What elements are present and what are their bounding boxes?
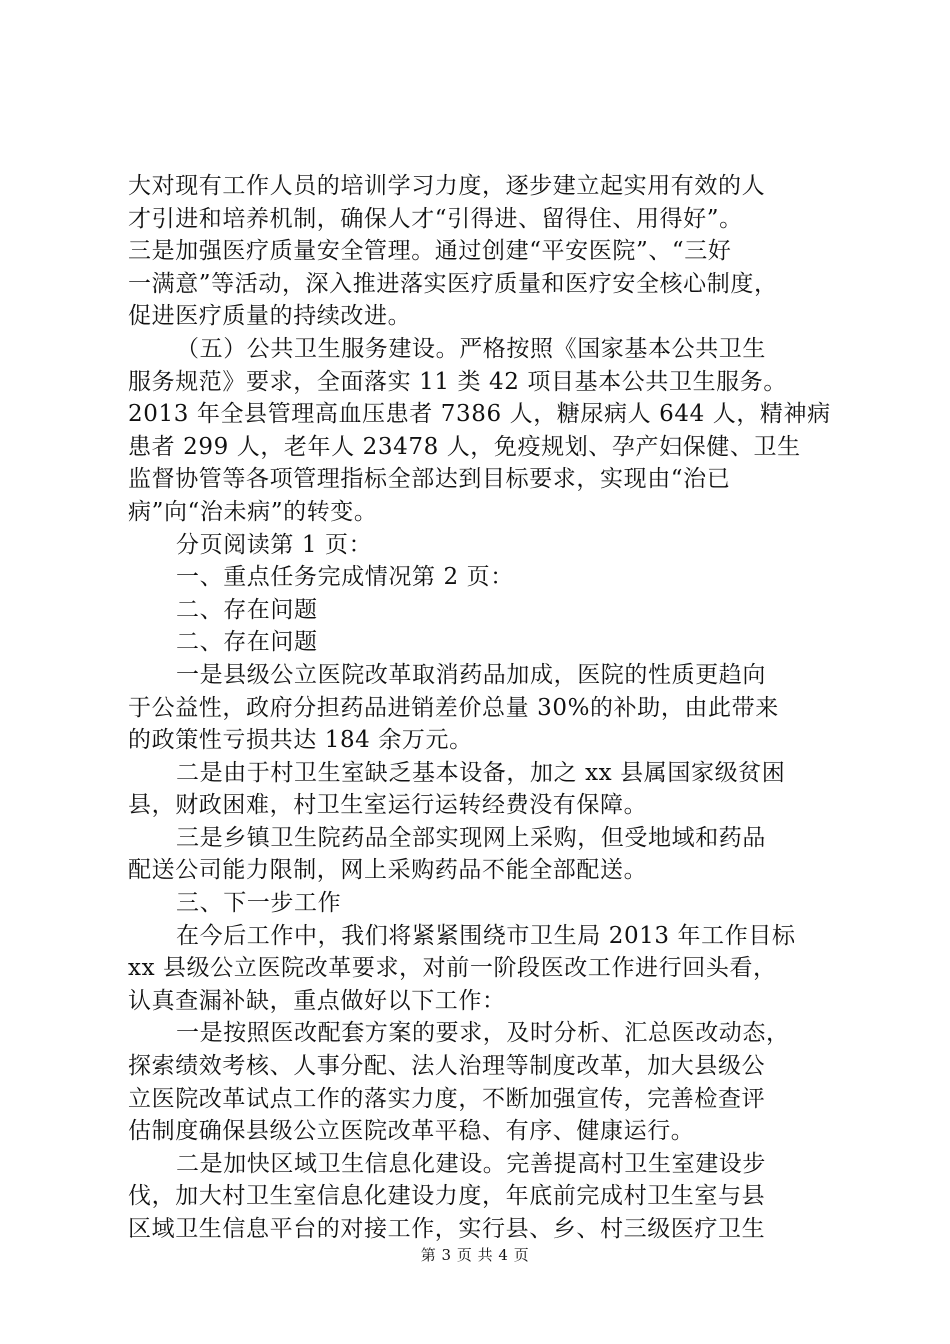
text-line: 三是乡镇卫生院药品全部实现网上采购，但受地域和药品 [176, 824, 766, 851]
text-line: 一是按照医改配套方案的要求，及时分析、汇总医改动态， [176, 1020, 790, 1047]
document-body [128, 170, 831, 1246]
text-line: 认真查漏补缺，重点做好以下工作： [128, 987, 506, 1014]
text-line: 病”向“治未病”的转变。 [128, 498, 378, 525]
text-line: 的政策性亏损共达 184 余万元。 [128, 727, 473, 754]
text-line: 立医院改革试点工作的落实力度，不断加强宣传，完善检查评 [128, 1085, 766, 1112]
text-line: 伐，加大村卫生室信息化建设力度，年底前完成村卫生室与县 [128, 1183, 766, 1210]
text-line: 监督协管等各项管理指标全部达到目标要求，实现由“治已 [128, 466, 731, 493]
text-line: （五）公共卫生服务建设。严格按照《国家基本公共卫生 [176, 335, 766, 362]
text-line: 二、存在问题 [176, 596, 318, 623]
text-line: 在今后工作中，我们将紧紧围绕市卫生局 2013 年工作目标 [176, 922, 796, 949]
text-line: 一是县级公立医院改革取消药品加成，医院的性质更趋向 [176, 661, 766, 688]
text-line: 服务规范》要求，全面落实 11 类 42 项目基本公共卫生服务。 [128, 368, 787, 395]
page-footer: 第 3 页 共 4 页 [420, 1246, 530, 1264]
text-line: xx 县级公立医院改革要求，对前一阶段医改工作进行回头看， [128, 955, 777, 982]
text-line: 分页阅读第 1 页： [176, 531, 373, 558]
text-line: 于公益性，政府分担药品进销差价总量 30%的补助，由此带来 [128, 694, 779, 721]
text-line: 区域卫生信息平台的对接工作，实行县、乡、村三级医疗卫生 [128, 1216, 766, 1242]
text-line: 才引进和培养机制，确保人才“引得进、留得住、用得好”。 [128, 205, 743, 232]
text-line: 促进医疗质量的持续改进。 [128, 303, 412, 330]
text-line: 县，财政困难，村卫生室运行运转经费没有保障。 [128, 792, 648, 819]
text-line: 三、下一步工作 [176, 890, 342, 917]
text-line: 三是加强医疗质量安全管理。通过创建“平安医院”、“三好 [128, 238, 732, 265]
text-line: 患者 299 人，老年人 23478 人，免疫规划、孕产妇保健、卫生 [128, 433, 801, 460]
text-line: 二是加快区域卫生信息化建设。完善提高村卫生室建设步 [176, 1150, 766, 1177]
text-line: 配送公司能力限制，网上采购药品不能全部配送。 [128, 857, 648, 884]
text-line: 二是由于村卫生室缺乏基本设备，加之 xx 县属国家级贫困 [176, 759, 786, 786]
text-line: 一满意”等活动，深入推进落实医疗质量和医疗安全核心制度， [128, 270, 778, 297]
text-line: 探索绩效考核、人事分配、法人治理等制度改革，加大县级公 [128, 1053, 766, 1080]
text-line: 大对现有工作人员的培训学习力度，逐步建立起实用有效的人 [128, 173, 766, 199]
text-line: 估制度确保县级公立医院改革平稳、有序、健康运行。 [128, 1118, 695, 1145]
text-line: 二、存在问题 [176, 629, 318, 656]
text-line: 一、重点任务完成情况第 2 页： [176, 564, 514, 591]
text-line: 2013 年全县管理高血压患者 7386 人，糖尿病人 644 人，精神病 [128, 401, 831, 428]
